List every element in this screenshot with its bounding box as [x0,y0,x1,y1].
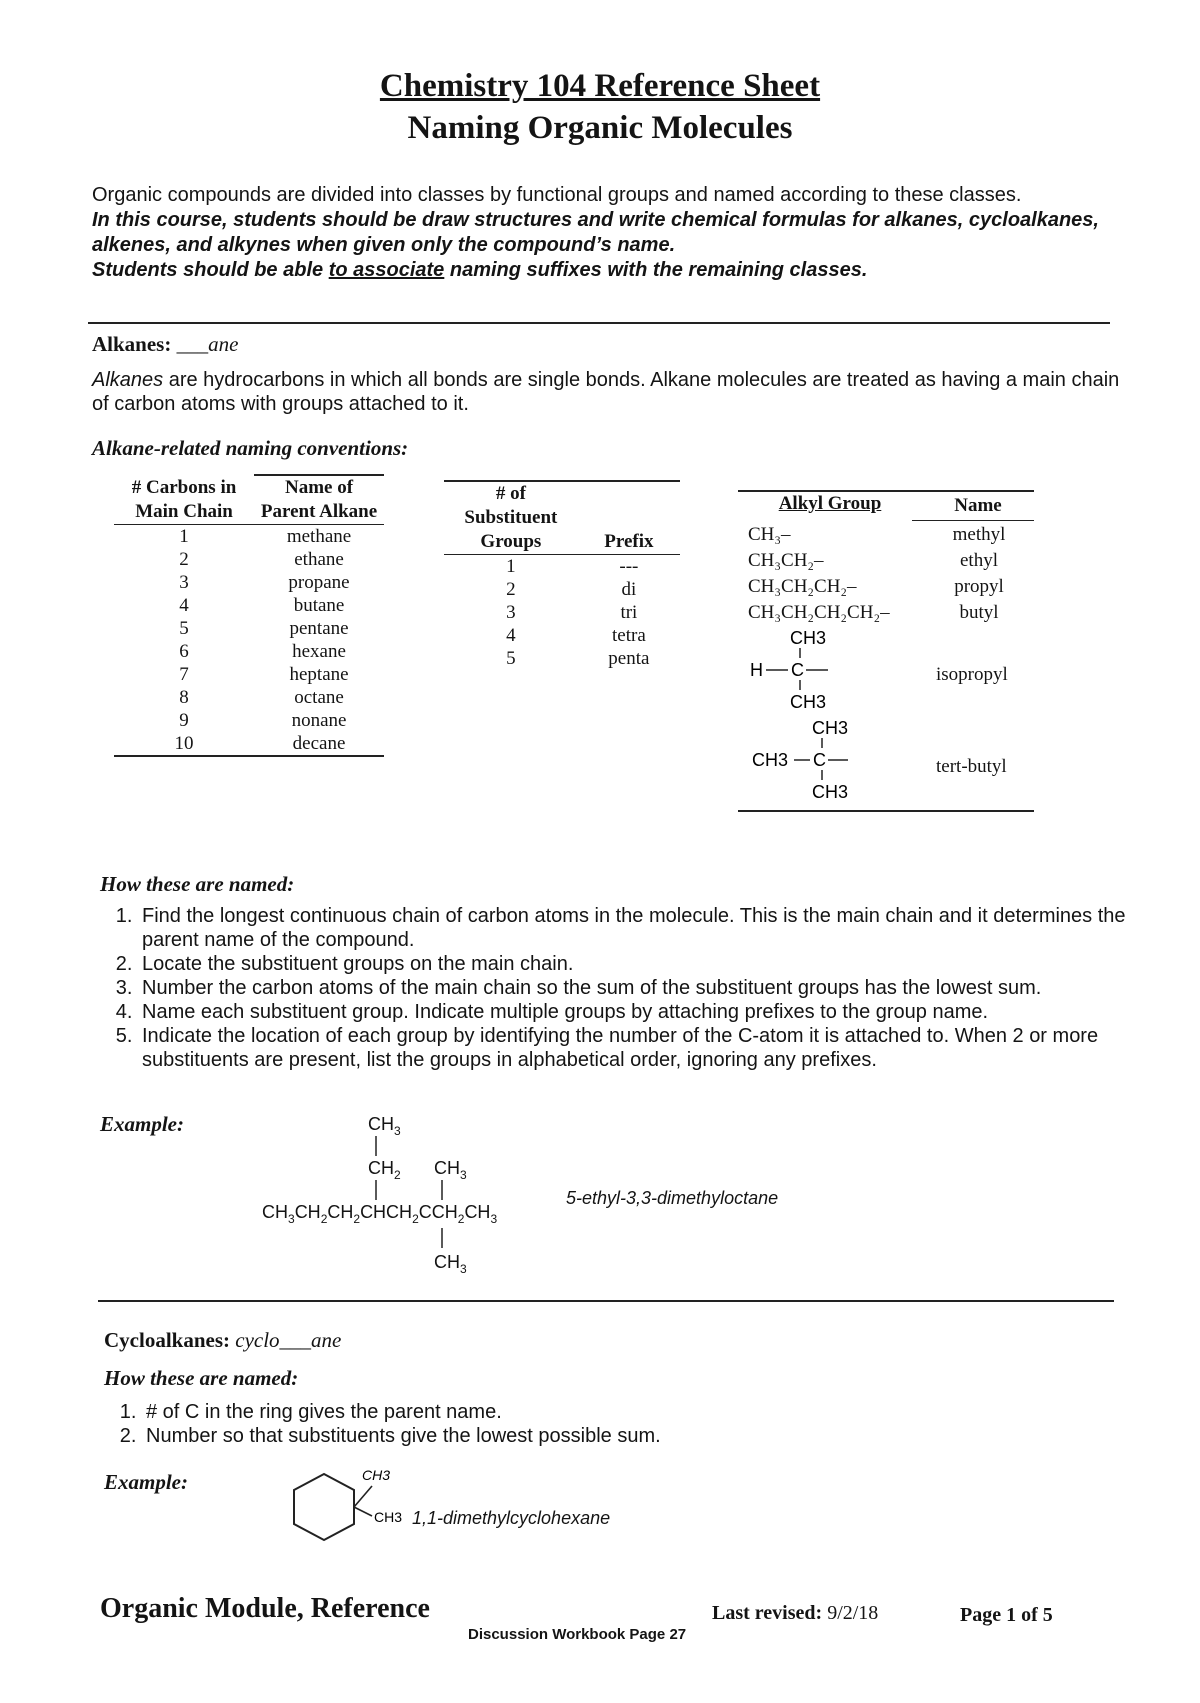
alkanes-how-named-heading: How these are named: [100,872,295,896]
alkane-step: 3. Number the carbon atoms of the main chain so the sum of the substituent groups has the lowest sum. [138,976,1148,1000]
alkanes-example-label: Example: [100,1112,184,1136]
alkane-step: 4. Name each substituent group. Indicate multiple groups by attaching prefixes to the group name. [138,1000,1148,1024]
alkane-name: hexane [292,641,346,662]
prefix: penta [608,648,650,669]
alkyl-formula: CH₃– [748,524,791,545]
cyclo-sub-top: CH3 [362,1467,391,1483]
prefix: --- [619,556,639,577]
alkyl-table-top-rule [738,490,1034,492]
substituent-count: 1 [506,556,516,577]
page-title: Chemistry 104 Reference Sheet [379,68,821,104]
parent-table-row [114,686,384,709]
cycloalkane-step: 2. Number so that substituents give the lowest possible sum. [142,1424,1042,1448]
alkyl-formula: CH₃CH₂CH₂CH₂– [748,602,890,623]
alkyl-table-row [748,574,1034,600]
divider-middle [98,1300,1114,1302]
isopropyl-top: CH3 [790,628,827,648]
cycloalkanes-steps [104,1400,1042,1448]
tertbutyl-name: tert-butyl [936,756,1007,777]
carbon-count: 8 [179,687,189,708]
tertbutyl-top: CH3 [812,718,849,738]
parent-table-row [114,640,384,663]
alkane-name: methane [286,526,352,547]
carbon-count: 10 [174,733,194,754]
page-subtitle: Naming Organic Molecules [407,110,793,146]
carbon-count: 2 [179,549,189,570]
alkane-name: propane [288,572,350,593]
alkyl-table-row [748,600,1034,626]
prefix-table [444,480,680,670]
alkane-step: 2. Locate the substituent groups on the main chain. [138,952,1148,976]
cyclohexane-structure [262,1462,422,1572]
cycloalkanes-heading: Cycloalkanes: cyclo___ane [104,1328,342,1352]
alkyl-table-bottom-rule [738,810,1034,812]
carbon-count: 5 [179,618,189,639]
intro-line-1: Organic compounds are divided into classes by functional groups and named according to these classes. [92,184,1022,206]
prefix-table-row [444,647,680,670]
parent-table-row [114,525,384,549]
parent-table-row [114,732,384,756]
alkane-step: 1. Find the longest continuous chain of carbon atoms in the molecule. This is the main chain and it determines the parent name of the compound. [138,904,1148,952]
cycloalkanes-example-label: Example: [104,1470,188,1494]
carbon-count: 6 [179,641,189,662]
intro-line-3: Students should be able to associate naming suffixes with the remaining classes. [92,259,868,281]
alkane-name: heptane [289,664,349,685]
substituent-count: 4 [506,625,516,646]
col-alkyl-group: Alkyl Group [778,493,882,514]
alkanes-description: Alkanes are hydrocarbons in which all bonds are single bonds. Alkane molecules are treated as having a main chain of carbon atoms with groups attached to it. [92,369,1120,415]
prefix-table-row [444,578,680,601]
parent-alkane-table [114,474,384,757]
alkane-step: 5. Indicate the location of each group by identifying the number of the C-atom it is attached to. When 2 or more substituents are present, list the groups in alphabetical order, ignoring any prefixes. [138,1024,1148,1072]
isopropyl-left: H [750,660,763,680]
alkyl-name-rule [912,520,1034,521]
alkyl-name: butyl [959,602,999,623]
alkyl-name: methyl [952,524,1006,545]
parent-table-row [114,709,384,732]
cycloalkane-step: 1. # of C in the ring gives the parent name. [142,1400,1042,1424]
footer-revised: Last revised: 9/2/18 [712,1602,879,1624]
col-carbons: # Carbons in Main Chain [114,475,254,525]
svg-text:CH2: $CH_2$ [368,1158,401,1182]
alkyl-formula: CH₃CH₂CH₂– [748,576,857,597]
alkane-name: butane [293,595,345,616]
alkane-name: nonane [291,710,347,731]
alkyl-rows [748,522,1034,626]
alkane-name: ethane [294,549,344,570]
carbon-count: 9 [179,710,189,731]
isopropyl-bottom: CH3 [790,692,827,712]
alkane-name: pentane [289,618,349,639]
col-alkyl-name: Name [954,495,1002,516]
col-parent-name: Name of Parent Alkane [254,475,384,525]
substituent-count: 2 [506,579,516,600]
alkyl-name: propyl [954,576,1004,597]
parent-table-row [114,571,384,594]
tertbutyl-bottom: CH3 [812,782,849,802]
divider-top [88,322,1110,324]
col-substituent-groups: # of Substituent Groups [444,481,578,555]
isopropyl-name: isopropyl [936,664,1008,685]
svg-text:CH3CH2CH2CHCH2CCH2CH3: $CH_3CH_2CH_2CHCH_2CCH_2CH_3$ [262,1202,498,1226]
substituent-count: 3 [506,602,516,623]
alkane-name: decane [292,733,346,754]
alkyl-table-row [748,548,1034,574]
parent-table-row [114,663,384,686]
carbon-count: 7 [179,664,189,685]
footer-page-number: Page 1 of 5 [960,1604,1053,1626]
svg-text:CH3: $CH_3$ [368,1114,401,1138]
intro-text [92,183,1122,283]
cyclohexane-ring [294,1474,354,1540]
alkyl-table-row [748,522,1034,548]
intro-line-2: In this course, students should be draw structures and write chemical formulas for alkanes, cycloalkanes, alkenes, and alkynes when given only the compound’s name. [92,209,1099,256]
alkyl-name: ethyl [960,550,998,571]
footer-module: Organic Module, Reference [100,1593,430,1624]
isopropyl-structure [748,626,868,714]
cycloalkanes-example-name: 1,1-dimethylcyclohexane [412,1508,611,1528]
prefix: tetra [612,625,646,646]
cyclo-sub-right: CH3 [374,1509,403,1525]
carbon-count: 3 [179,572,189,593]
parent-table-row [114,594,384,617]
cycloalkanes-how-named-heading: How these are named: [104,1366,299,1390]
alkyl-formula: CH₃CH₂– [748,550,824,571]
alkanes-example-name: 5-ethyl-3,3-dimethyloctane [566,1188,779,1208]
tertbutyl-structure [750,716,870,806]
col-prefix: Prefix [578,481,680,555]
conventions-heading: Alkane-related naming conventions: [92,436,409,460]
prefix-table-row [444,624,680,647]
parent-table-row [114,617,384,640]
prefix: di [621,579,637,600]
tertbutyl-left: CH3 [752,750,789,770]
example-molecule-structure [260,1112,580,1282]
prefix: tri [620,602,638,623]
prefix-table-row [444,601,680,624]
svg-text:CH3: $CH_3$ [434,1158,467,1182]
carbon-count: 1 [179,526,189,547]
footer-workbook: Discussion Workbook Page 27 [468,1626,687,1643]
alkanes-steps [100,904,1148,1072]
prefix-table-row [444,555,680,579]
carbon-count: 4 [179,595,189,616]
svg-text:CH3: $CH_3$ [434,1252,467,1276]
tertbutyl-center: C [813,750,826,770]
alkanes-heading: Alkanes: ___ane [92,332,239,356]
isopropyl-center: C [791,660,804,680]
parent-table-row [114,548,384,571]
substituent-count: 5 [506,648,516,669]
alkane-name: octane [294,687,344,708]
